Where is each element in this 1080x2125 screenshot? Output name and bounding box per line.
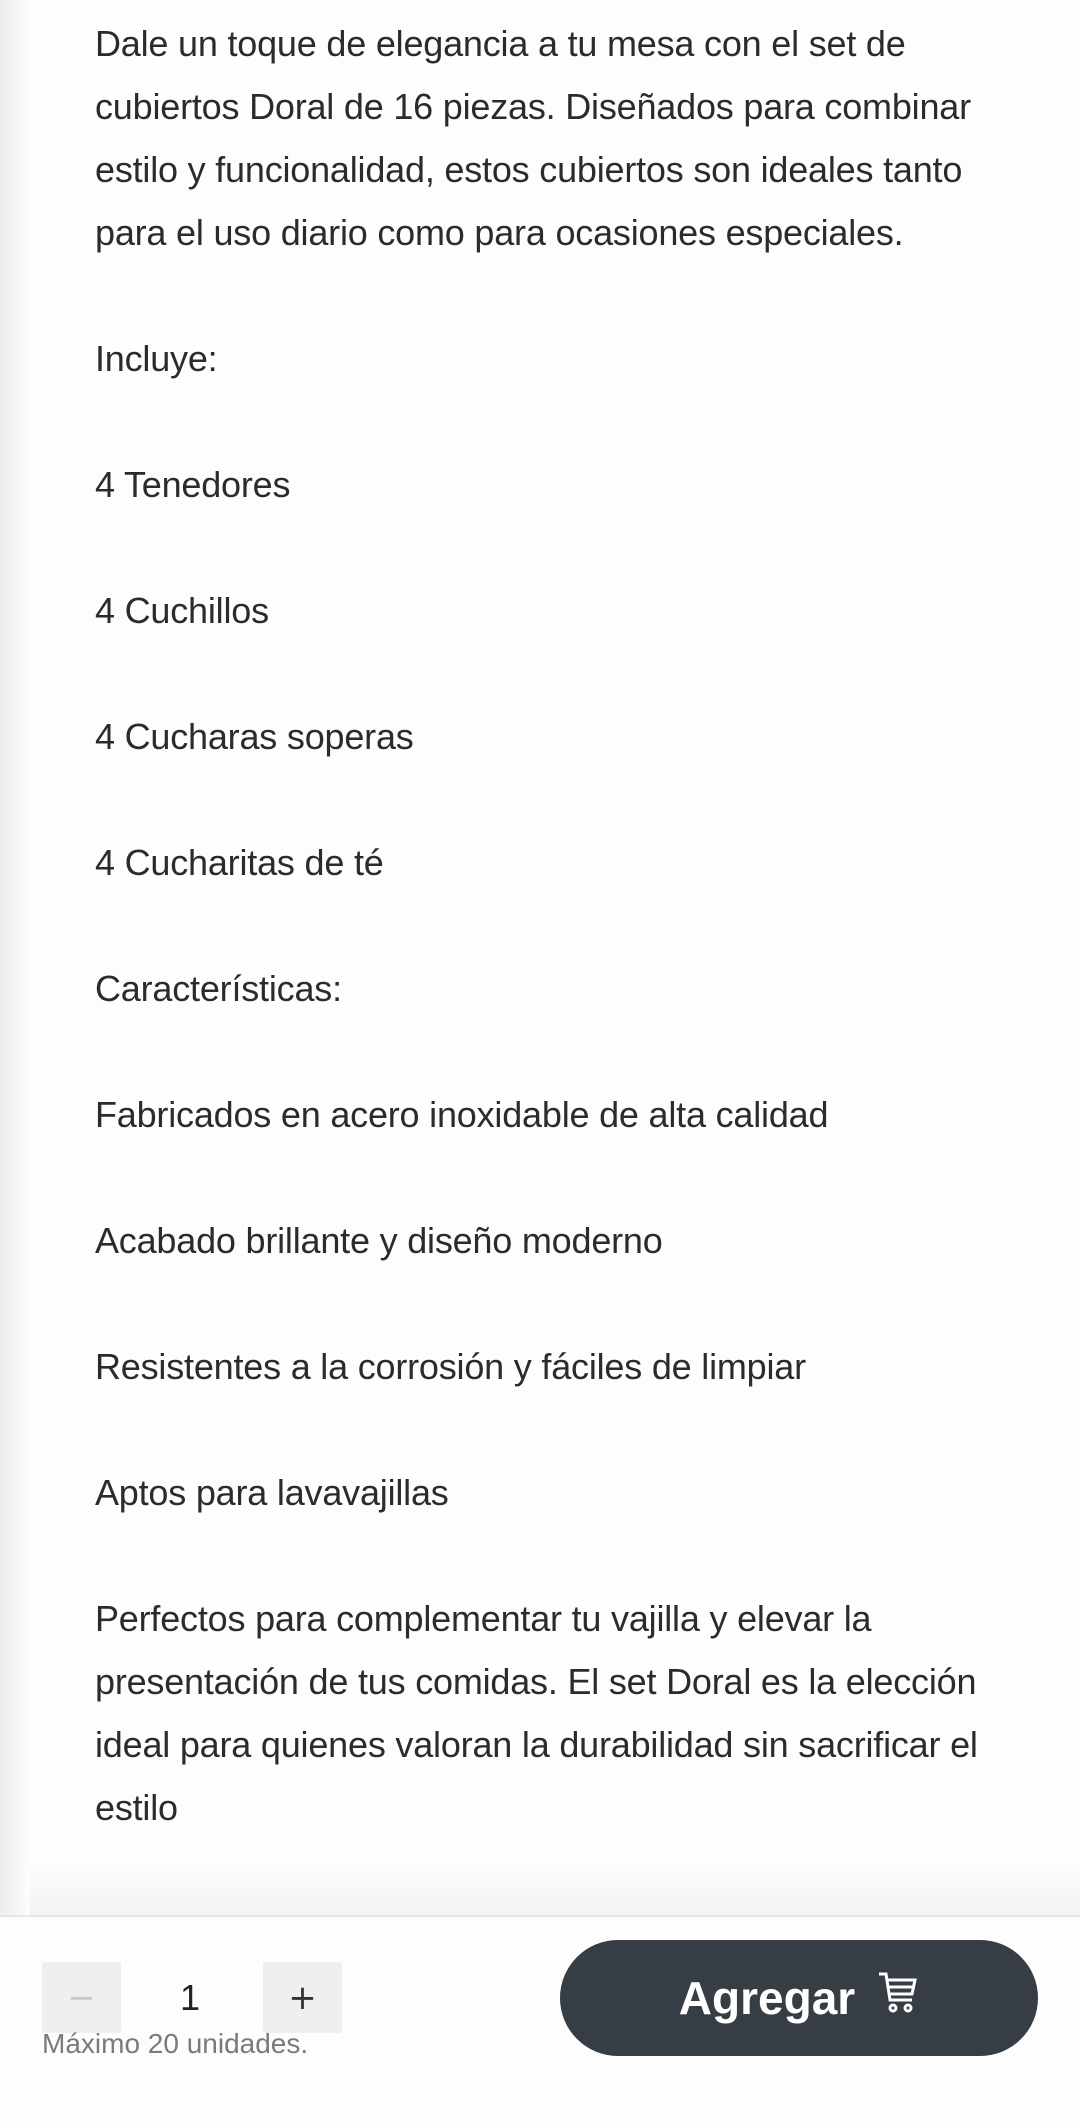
closing-paragraph: Perfectos para complementar tu vajilla y elevar la presentación de tus comidas. El set Doral es la elección ideal para quienes valoran la durabilidad sin sacrificar el estilo: [95, 1598, 978, 1828]
include-item: 4 Cucharas soperas: [95, 716, 414, 757]
includes-heading: Incluye:: [95, 338, 218, 379]
increment-quantity-button[interactable]: +: [263, 1962, 342, 2033]
add-to-cart-label: Agregar: [678, 1972, 856, 2024]
add-to-cart-button[interactable]: [560, 1940, 1038, 2056]
max-units-note: Máximo 20 unidades.: [42, 2028, 309, 2059]
intro-paragraph: Dale un toque de elegancia a tu mesa con el set de cubiertos Doral de 16 piezas. Diseñados para combinar estilo y funcionalidad, estos cubiertos son ideales tanto para el uso diario como para ocasiones especiales.: [95, 23, 971, 253]
scroll-fade: [30, 1860, 1080, 1915]
include-item: 4 Cuchillos: [95, 590, 269, 631]
include-item: 4 Cucharitas de té: [95, 842, 384, 883]
include-item: 4 Tenedores: [95, 464, 291, 505]
feature-item: Aptos para lavavajillas: [95, 1472, 449, 1513]
feature-item: Resistentes a la corrosión y fáciles de limpiar: [95, 1346, 806, 1387]
cart-icon: [877, 1971, 919, 2026]
quantity-value[interactable]: 1: [179, 1977, 201, 2018]
feature-item: Fabricados en acero inoxidable de alta calidad: [95, 1094, 829, 1135]
features-heading: Características:: [95, 968, 342, 1009]
drawer-edge-shadow: [0, 0, 30, 2125]
product-description: [95, 12, 995, 1902]
feature-item: Acabado brillante y diseño moderno: [95, 1220, 663, 1261]
decrement-quantity-button[interactable]: −: [42, 1962, 121, 2033]
